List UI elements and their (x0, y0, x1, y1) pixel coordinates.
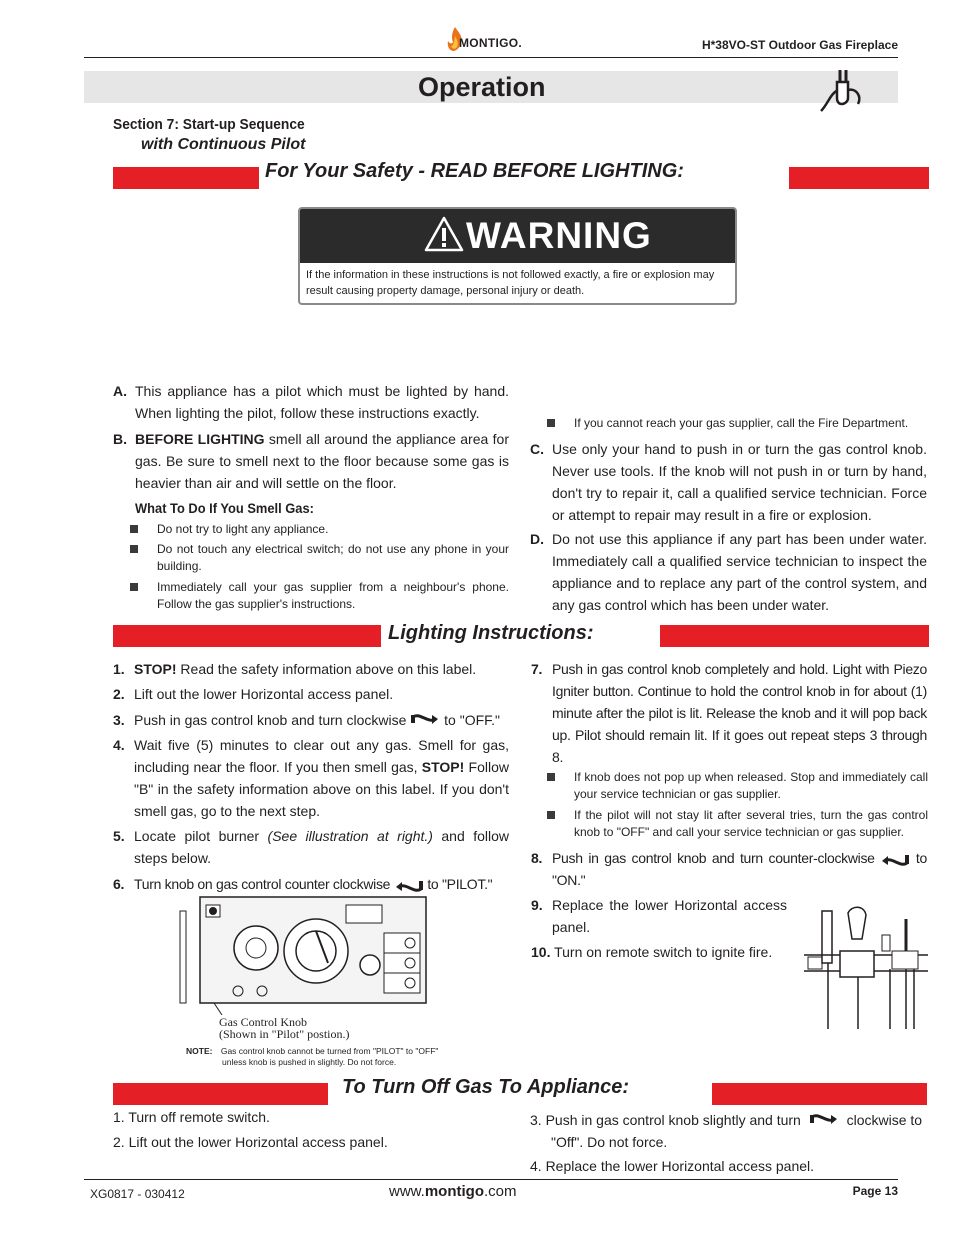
bullet-square-icon (547, 811, 555, 819)
page-number: Page 13 (852, 1184, 898, 1198)
safety-c (530, 438, 927, 526)
lighting-step-7: 7. Push in gas control knob completely and hold. Light with Piezo Igniter button. Continue to hold the control knob in for about (1) minute after the pilot is lit. Release the knob and it will pop back up. Pilot should remain lit. If it goes out repeat steps 3 through 8. (531, 661, 927, 765)
warning-text: If the information in these instructions is not followed exactly, a fire or explosion may result causing property damage, personal injury or death. (306, 269, 715, 297)
smell-title: What To Do If You Smell Gas: (135, 500, 314, 516)
safety-b (113, 428, 509, 494)
warning-box (298, 207, 737, 305)
step-7-bullet-1: If knob does not pop up when released. Stop and immediately call your service technician or gas supplier. (574, 769, 928, 803)
lighting-step-4: 4. Wait five (5) minutes to clear out any gas. Smell for gas, including near the floor. If you then smell gas, STOP! Follow "B" in the safety information above on this label. If you don't smell gas, go to the next step. (113, 737, 509, 819)
safety-c-label: C. (530, 441, 544, 457)
safety-a-label: A. (113, 383, 127, 399)
safety-b-label: B. (113, 431, 127, 447)
turnoff-step-2: 2. Lift out the lower Horizontal access panel. (113, 1134, 388, 1150)
red-bar-left (113, 625, 381, 647)
smell-bullet-2: Do not touch any electrical switch; do not use any phone in your building. (157, 541, 509, 575)
note: NOTE: Gas control knob cannot be turned from "PILOT" to "OFF" unless knob is pushed in slightly. Do not force. (186, 1046, 439, 1067)
smell-bullet-3: Immediately call your gas supplier from a neighbour's phone. Follow the gas supplier's instructions. (157, 579, 509, 613)
clockwise-arrow-icon (809, 1113, 839, 1129)
lighting-step-9: 9. Replace the lower Horizontal access panel. (531, 897, 787, 935)
model-name: H*38VO-ST Outdoor Gas Fireplace (701, 38, 898, 52)
lighting-step-10: 10. Turn on remote switch to ignite fire. (531, 944, 773, 960)
lighting-step-5: 5. Locate pilot burner (See illustration at right.) and follow steps below. (113, 828, 509, 866)
safety-a (113, 380, 509, 424)
red-bar-left (113, 1083, 328, 1105)
turnoff-step-4: 4. Replace the lower Horizontal access panel. (530, 1158, 815, 1174)
warning-word: WARNING (466, 215, 652, 256)
clockwise-arrow-icon (410, 713, 440, 729)
lighting-step-2: 2. Lift out the lower Horizontal access panel. (113, 686, 394, 702)
montigo-logo (445, 26, 545, 56)
counter-clockwise-arrow-icon (880, 851, 910, 867)
step-7-bullet-2: If the pilot will not stay lit after several tries, turn the gas control knob to "OFF" and call your service technician or gas supplier. (574, 807, 928, 841)
footer-rule (84, 1179, 898, 1180)
bullet-square-icon (130, 525, 138, 533)
red-bar-right (789, 167, 929, 189)
pilot-burner-illustration (800, 905, 930, 1030)
lighting-heading: Lighting Instructions: (388, 622, 594, 644)
fire-dept-bullet: If you cannot reach your gas supplier, call the Fire Department. (574, 415, 928, 432)
section-subtitle: with Continuous Pilot (141, 136, 306, 153)
red-bar-right (712, 1083, 927, 1105)
safety-a-text: This appliance has a pilot which must be lighted by hand. When lighting the pilot, follow these instructions exactly. (135, 383, 509, 421)
lighting-step-1: 1. STOP! Read the safety information above on this label. (113, 661, 477, 677)
warning-triangle-icon (424, 216, 464, 252)
safety-heading: For Your Safety - READ BEFORE LIGHTING: (265, 160, 684, 182)
red-bar-left (113, 167, 259, 189)
counter-clockwise-arrow-icon (394, 877, 424, 893)
gas-valve-illustration (178, 893, 432, 1015)
safety-b-text: smell all around the appliance area for gas. Be sure to smell next to the floor because some gas is heavier than air and will settle on the floor. (135, 431, 509, 491)
document-code: XG0817 - 030412 (90, 1187, 185, 1201)
page-title: Operation (418, 72, 546, 102)
safety-b-lead: BEFORE LIGHTING (135, 431, 265, 447)
safety-d (530, 528, 927, 616)
website: www.montigo.com (389, 1183, 517, 1200)
safety-d-text: Do not use this appliance if any part has been under water. Immediately call a qualified service technician to inspect the appliance and to replace any part of the control system, and any gas control which has been under water. (552, 531, 927, 613)
bullet-square-icon (547, 419, 555, 427)
turnoff-step-3: 3. Push in gas control knob slightly and turn clockwise to "Off". Do not force. (530, 1112, 923, 1150)
plug-icon (818, 66, 868, 116)
illustration-caption: Gas Control Knob (Shown in "Pilot" postion.) (219, 1015, 350, 1041)
lighting-step-6: 6. Turn knob on gas control counter clockwise to "PILOT." (113, 876, 493, 892)
header-rule (84, 57, 898, 58)
logo-text: MONTIGO. (459, 36, 523, 50)
bullet-square-icon (130, 545, 138, 553)
lighting-step-8: 8. Push in gas control knob and turn counter-clockwise to "ON." (531, 850, 927, 888)
safety-d-label: D. (530, 531, 544, 547)
lighting-step-3: 3. Push in gas control knob and turn clockwise to "OFF." (113, 712, 500, 728)
bullet-square-icon (547, 773, 555, 781)
turnoff-step-1: 1. Turn off remote switch. (113, 1109, 270, 1125)
bullet-square-icon (130, 583, 138, 591)
red-bar-right (660, 625, 929, 647)
safety-c-text: Use only your hand to push in or turn the gas control knob. Never use tools. If the knob will not push in or turn by hand, don't try to repair it, call a qualified service technician. Force or attempt to repair may result in a fire or explosion. (552, 441, 927, 523)
smell-bullet-1: Do not try to light any appliance. (157, 521, 509, 538)
turnoff-heading: To Turn Off Gas To Appliance: (342, 1076, 630, 1098)
section-title: Section 7: Start-up Sequence (113, 116, 305, 133)
warning-header (300, 209, 735, 263)
